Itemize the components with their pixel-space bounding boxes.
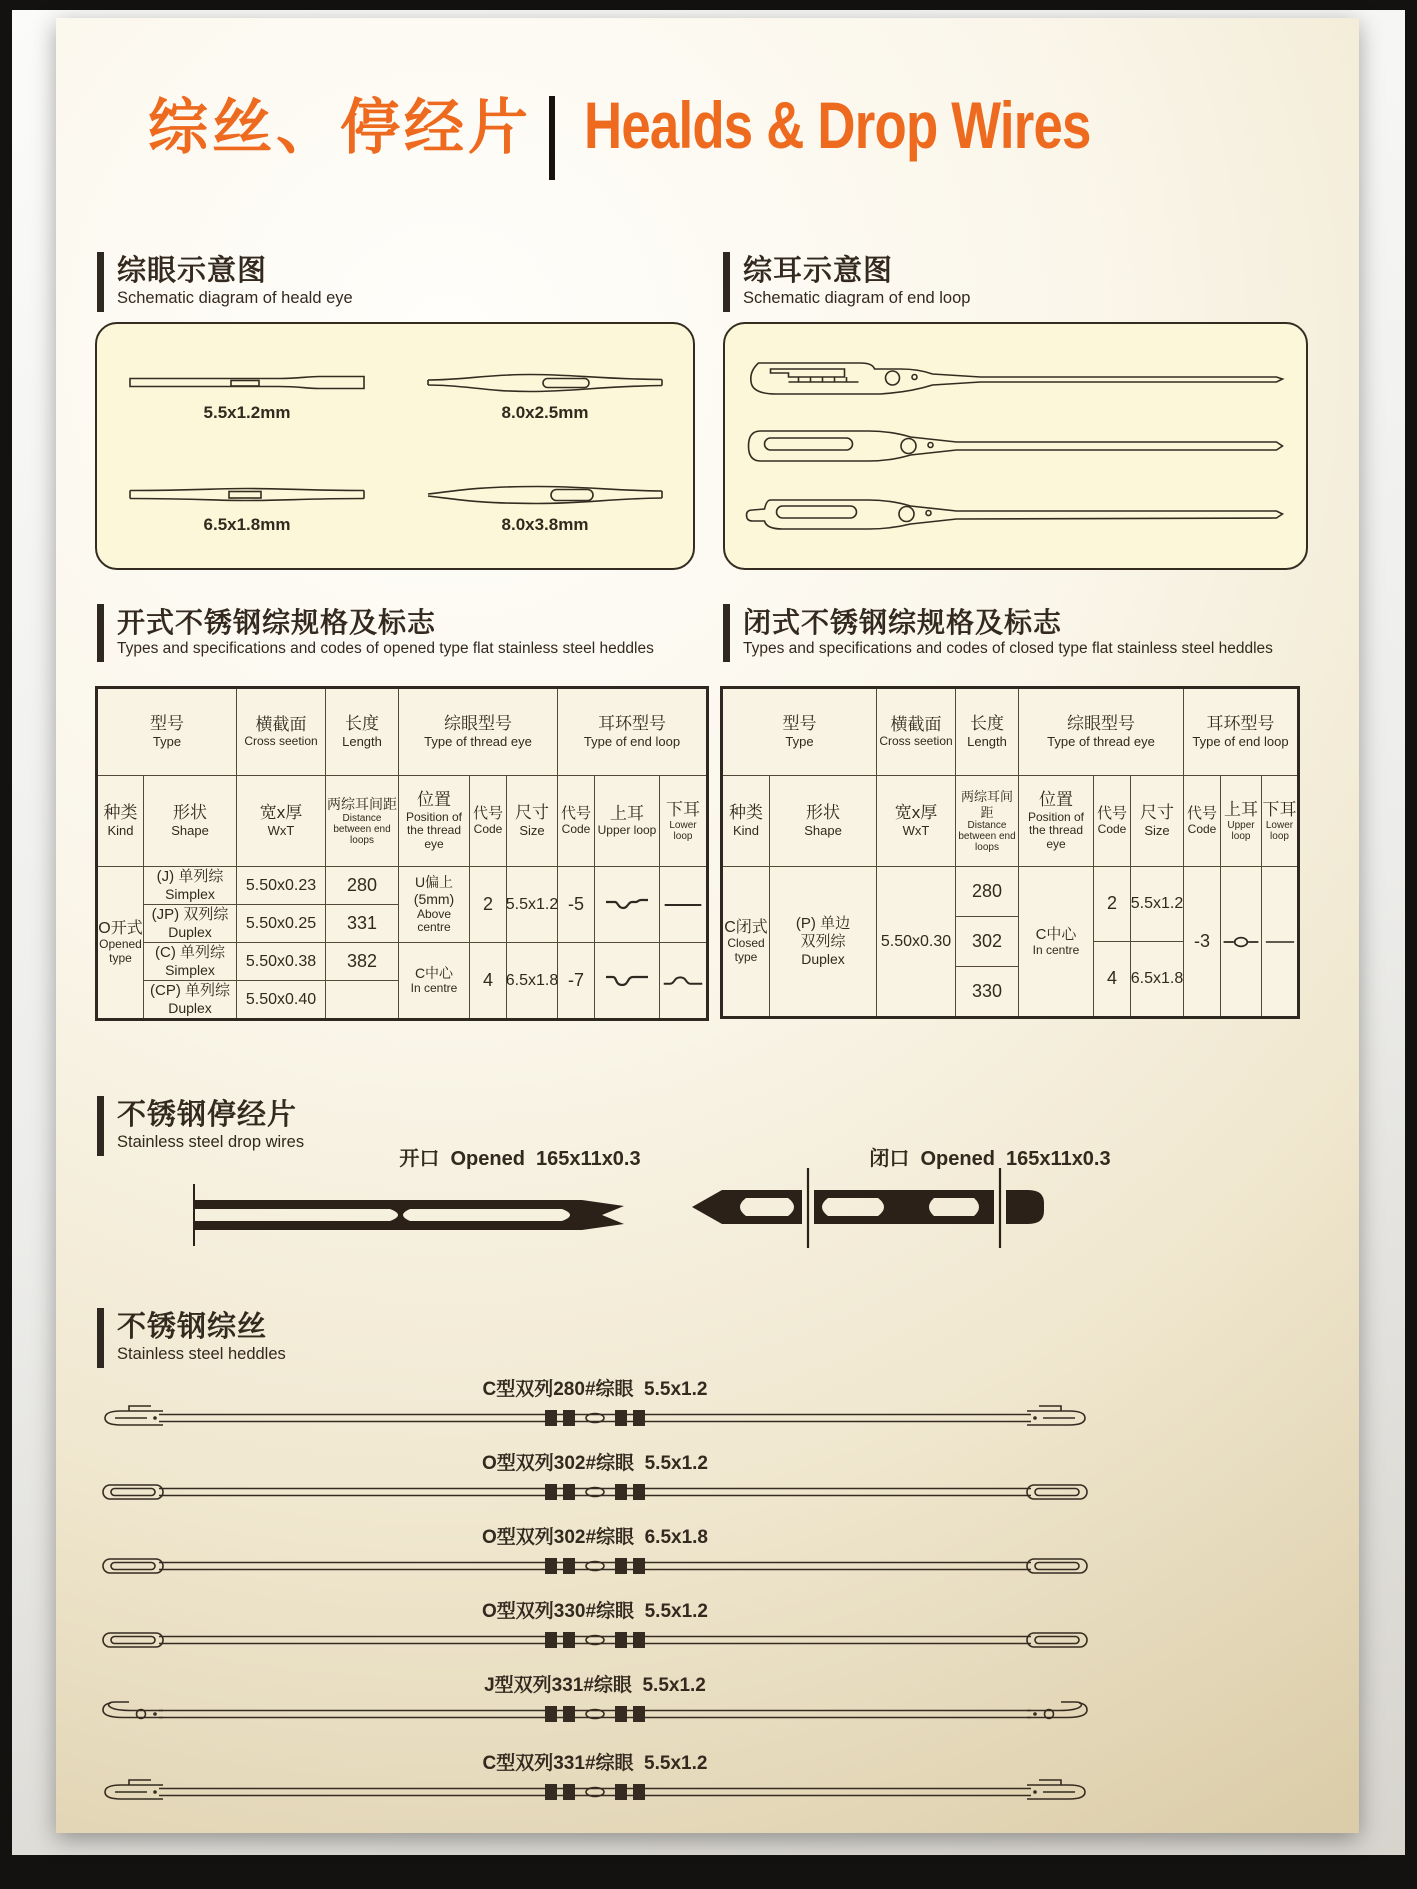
closed-drop-wire-drawing bbox=[688, 1162, 1048, 1254]
subheader-loop-code bbox=[558, 776, 594, 866]
heddle-item-c280 bbox=[95, 1374, 1095, 1433]
subheader-lower-loop bbox=[660, 776, 706, 866]
subheader-loop-code bbox=[1184, 776, 1220, 866]
subheader-distance-en2: between end loops bbox=[958, 831, 1016, 854]
subheader-kind-cn: 种类 bbox=[729, 803, 763, 822]
heddle-drawing-c-type bbox=[95, 1403, 1095, 1433]
subheader-distance-en2: between end loops bbox=[333, 823, 391, 846]
shape-cn: (JP) 双列综 bbox=[151, 906, 229, 924]
subheader-kind-en: Kind bbox=[107, 823, 134, 839]
subheader-shape-en: Shape bbox=[804, 823, 842, 839]
cell-eye-code bbox=[470, 867, 506, 942]
title-divider-bar bbox=[549, 96, 555, 180]
wxt-value: 5.50x0.25 bbox=[245, 914, 317, 932]
cell-lower-loop-symbol bbox=[1262, 867, 1297, 1016]
header-eye-cn: 综眼型号 bbox=[444, 714, 512, 733]
cell-lower-loop-symbol bbox=[660, 867, 706, 942]
cell-length bbox=[956, 917, 1018, 966]
cell-length bbox=[326, 867, 398, 904]
section-title-en: Types and specifications and codes of opened type flat stainless steel heddles bbox=[117, 640, 654, 658]
hill-icon bbox=[661, 971, 705, 991]
subheader-lower-cn: 下耳 bbox=[666, 799, 700, 819]
eye-size-value: 5.5x1.2 bbox=[505, 895, 559, 913]
subheader-size-en: Size bbox=[1144, 823, 1170, 839]
eye-size-value: 5.5x1.2 bbox=[1130, 895, 1184, 913]
opened-heddles-table bbox=[95, 686, 709, 1021]
subheader-position-en1: Position of bbox=[1027, 809, 1085, 824]
header-type-en: Type bbox=[152, 734, 182, 750]
subheader-upper-loop bbox=[595, 776, 659, 866]
heddle-item-o330 bbox=[95, 1596, 1095, 1655]
section-header-heddles bbox=[97, 1308, 286, 1368]
heddle-item-j331 bbox=[95, 1670, 1095, 1729]
heddle-drawing-c-type bbox=[95, 1777, 1095, 1807]
heddle-drawing-o-type bbox=[95, 1551, 1095, 1581]
subheader-eye-code bbox=[470, 776, 506, 866]
subheader-position-en2: the thread eye bbox=[406, 823, 462, 852]
section-header-opened-table bbox=[97, 604, 654, 662]
length-value: 280 bbox=[971, 880, 1003, 901]
heald-eye-item bbox=[97, 370, 397, 456]
section-title-cn: 综耳示意图 bbox=[743, 255, 894, 287]
heald-eye-drawing-8.0x2.5 bbox=[420, 370, 670, 396]
loop-code-value: -3 bbox=[1193, 930, 1210, 951]
kind-cn: O开式 bbox=[98, 920, 143, 938]
heald-eye-item bbox=[397, 482, 693, 568]
header-thread-eye bbox=[399, 689, 557, 775]
eye-size-value: 6.5x1.8 bbox=[1130, 970, 1184, 988]
header-eye-en: Type of thread eye bbox=[1047, 734, 1155, 750]
position-en: Above centre bbox=[416, 906, 452, 935]
subheader-lower-loop bbox=[1262, 776, 1297, 866]
closed-heddles-table bbox=[720, 686, 1300, 1019]
subheader-lower-en: Lower loop bbox=[1265, 820, 1294, 843]
header-end-loop bbox=[1184, 689, 1297, 775]
shape-en: Simplex bbox=[165, 962, 215, 979]
section-header-closed-table bbox=[723, 604, 1273, 662]
end-loop-drawing-1 bbox=[739, 356, 1287, 402]
cell-loop-code bbox=[558, 943, 594, 1018]
length-value: 280 bbox=[346, 874, 378, 895]
subheader-kind bbox=[98, 776, 143, 866]
heddle-label: J型双列331#综眼 5.5x1.2 bbox=[484, 1675, 706, 1696]
header-end-loop bbox=[558, 689, 706, 775]
subheader-position-cn: 位置 bbox=[1039, 790, 1073, 810]
section-header-heald-eye bbox=[97, 252, 353, 312]
heald-eye-panel bbox=[95, 322, 695, 570]
subheader-distance-cn: 两综耳间距 bbox=[960, 788, 1013, 820]
section-title-cn: 不锈钢综丝 bbox=[117, 1311, 268, 1343]
subheader-shape bbox=[770, 776, 876, 866]
heald-eye-item bbox=[97, 482, 397, 568]
shape-cn: (CP) 单列综 bbox=[150, 982, 230, 1000]
length-value: 302 bbox=[971, 930, 1003, 951]
cell-shape bbox=[144, 867, 236, 904]
heald-eye-drawing-6.5x1.8 bbox=[122, 482, 372, 508]
cell-eye-size bbox=[507, 943, 557, 1018]
header-cross-en: Cross seetion bbox=[879, 734, 953, 749]
header-cross-section bbox=[237, 689, 325, 775]
subheader-lower-en: Lower loop bbox=[669, 820, 697, 843]
header-type-cn: 型号 bbox=[782, 714, 817, 733]
section-header-drop-wires bbox=[97, 1096, 304, 1156]
subheader-position-en2: the thread eye bbox=[1028, 823, 1084, 852]
heald-eye-size-label: 8.0x2.5mm bbox=[501, 403, 589, 422]
shape-cn: (J) 单列综 bbox=[156, 868, 224, 886]
subheader-loop-code-en: Code bbox=[561, 822, 591, 837]
subheader-size-cn: 尺寸 bbox=[1140, 803, 1174, 822]
subheader-wxt-en: WxT bbox=[902, 823, 930, 839]
section-title-cn: 开式不锈钢综规格及标志 bbox=[117, 607, 437, 638]
cell-upper-loop-symbol bbox=[1221, 867, 1261, 1016]
wxt-value: 5.50x0.40 bbox=[245, 990, 317, 1008]
heddle-drawing-o-type bbox=[95, 1477, 1095, 1507]
end-loop-drawing-3 bbox=[739, 491, 1287, 537]
header-length-en: Length bbox=[342, 734, 382, 750]
subheader-eye-code bbox=[1094, 776, 1130, 866]
cell-wxt bbox=[237, 905, 325, 942]
cell-upper-loop-symbol bbox=[595, 867, 659, 942]
position-en: In centre bbox=[410, 981, 458, 995]
cell-eye-size bbox=[1131, 867, 1183, 941]
cell-wxt bbox=[877, 867, 955, 1016]
position-cn: U偏上 (5mm) bbox=[413, 873, 455, 907]
cell-eye-size bbox=[507, 867, 557, 942]
shape-cn: (C) 单列综 bbox=[155, 944, 225, 962]
subheader-wxt-cn: 宽x厚 bbox=[259, 803, 303, 822]
kind-en: Closed type bbox=[727, 936, 765, 965]
header-length-cn: 长度 bbox=[345, 714, 379, 733]
position-cn: C中心 bbox=[414, 965, 454, 982]
subheader-shape-cn: 形状 bbox=[806, 803, 840, 822]
section-title-cn: 不锈钢停经片 bbox=[117, 1099, 298, 1131]
page-title-chinese: 综丝、停经片 bbox=[148, 94, 532, 161]
shape-en: Duplex bbox=[168, 924, 212, 941]
header-eye-cn: 综眼型号 bbox=[1067, 714, 1135, 733]
header-loop-cn: 耳环型号 bbox=[1206, 714, 1275, 733]
closed-drop-wire-label: 闭口 Opened 165x11x0.3 bbox=[869, 1148, 1111, 1170]
section-title-en: Schematic diagram of end loop bbox=[743, 289, 971, 308]
position-en: In centre bbox=[1032, 942, 1080, 957]
eye-code-value: 2 bbox=[1106, 893, 1117, 914]
subheader-wxt-en: WxT bbox=[267, 823, 295, 839]
shape-cn1: (P) 单边 bbox=[795, 915, 851, 933]
header-type bbox=[723, 689, 876, 775]
subheader-upper-cn: 上耳 bbox=[610, 803, 644, 823]
cell-position bbox=[399, 867, 469, 942]
subheader-position-cn: 位置 bbox=[417, 790, 451, 810]
subheader-wxt bbox=[237, 776, 325, 866]
section-title-cn: 闭式不锈钢综规格及标志 bbox=[743, 607, 1063, 638]
wxt-value: 5.50x0.38 bbox=[245, 952, 317, 970]
subheader-shape bbox=[144, 776, 236, 866]
subheader-position bbox=[1019, 776, 1093, 866]
cell-lower-loop-symbol bbox=[660, 943, 706, 1018]
subheader-size-en: Size bbox=[519, 823, 545, 839]
cell-eye-size bbox=[1131, 942, 1183, 1016]
header-thread-eye bbox=[1019, 689, 1183, 775]
subheader-kind-cn: 种类 bbox=[103, 803, 138, 822]
eye-code-value: 4 bbox=[482, 969, 493, 990]
end-loop-drawing-2 bbox=[739, 423, 1287, 469]
subheader-distance-cn: 两综耳间距 bbox=[327, 796, 397, 813]
heddle-label: O型双列330#综眼 5.5x1.2 bbox=[482, 1601, 708, 1622]
header-cross-cn: 横截面 bbox=[255, 714, 307, 734]
eye-size-value: 6.5x1.8 bbox=[505, 971, 559, 989]
subheader-loop-code-cn: 代号 bbox=[1186, 805, 1217, 823]
section-title-en: Types and specifications and codes of closed type flat stainless steel heddles bbox=[743, 640, 1273, 658]
subheader-loop-code-cn: 代号 bbox=[560, 805, 591, 823]
line-circle-line-icon bbox=[1222, 932, 1260, 952]
subheader-size bbox=[1131, 776, 1183, 866]
cell-length bbox=[326, 981, 398, 1018]
opened-drop-wire-label: 开口 Opened 165x11x0.3 bbox=[399, 1148, 641, 1170]
subheader-kind-en: Kind bbox=[732, 823, 760, 839]
subheader-upper-loop bbox=[1221, 776, 1261, 866]
cell-eye-code bbox=[470, 943, 506, 1018]
subheader-kind bbox=[723, 776, 769, 866]
header-type-cn: 型号 bbox=[150, 714, 184, 733]
shape-en: Duplex bbox=[801, 951, 845, 968]
eye-code-value: 2 bbox=[482, 893, 493, 914]
deep-wave-icon bbox=[600, 971, 654, 991]
subheader-distance-en1: Distance bbox=[967, 820, 1007, 832]
subheader-position bbox=[399, 776, 469, 866]
header-type-en: Type bbox=[785, 734, 814, 750]
loop-code-value: -7 bbox=[567, 969, 584, 990]
heddle-item-o302a bbox=[95, 1448, 1095, 1507]
eye-code-value: 4 bbox=[1106, 968, 1117, 989]
position-cn: C中心 bbox=[1035, 925, 1077, 943]
header-type bbox=[98, 689, 236, 775]
heddle-label: C型双列280#综眼 5.5x1.2 bbox=[482, 1379, 708, 1400]
heddle-drawing-o-type bbox=[95, 1625, 1095, 1655]
subheader-loop-code-en: Code bbox=[1187, 822, 1217, 837]
header-cross-en: Cross seetion bbox=[244, 734, 318, 749]
heddle-label: C型双列331#综眼 5.5x1.2 bbox=[482, 1753, 708, 1774]
subheader-upper-en: Upper loop bbox=[1227, 820, 1255, 843]
header-loop-en: Type of end loop bbox=[583, 734, 681, 750]
kind-cn: C闭式 bbox=[724, 919, 768, 937]
subheader-distance-en1: Distance bbox=[342, 812, 382, 824]
flat-line-icon bbox=[661, 895, 705, 915]
subheader-shape-cn: 形状 bbox=[173, 803, 207, 822]
cell-shape bbox=[144, 905, 236, 942]
section-title-en: Schematic diagram of heald eye bbox=[117, 289, 353, 308]
header-length bbox=[956, 689, 1018, 775]
wxt-value: 5.50x0.30 bbox=[880, 932, 952, 950]
loop-code-value: -5 bbox=[567, 893, 584, 914]
heald-eye-drawing-5.5x1.2 bbox=[122, 370, 372, 396]
kind-en: Opened type bbox=[99, 937, 142, 966]
subheader-eye-code-en: Code bbox=[473, 822, 503, 837]
header-length-cn: 长度 bbox=[970, 714, 1004, 733]
cell-length bbox=[956, 867, 1018, 916]
subheader-upper-en: Upper loop bbox=[597, 823, 657, 838]
heald-eye-size-label: 8.0x3.8mm bbox=[501, 515, 589, 534]
cell-position bbox=[399, 943, 469, 1018]
shallow-wave-icon bbox=[600, 895, 654, 915]
heald-eye-drawing-8.0x3.8 bbox=[420, 482, 670, 508]
heddle-drawing-j-type bbox=[95, 1699, 1095, 1729]
subheader-distance bbox=[956, 776, 1018, 866]
header-eye-en: Type of thread eye bbox=[424, 734, 532, 750]
heddle-item-o302b bbox=[95, 1522, 1095, 1581]
subheader-shape-en: Shape bbox=[171, 823, 209, 839]
cell-loop-code bbox=[558, 867, 594, 942]
cell-eye-code bbox=[1094, 942, 1130, 1016]
length-value: 330 bbox=[971, 980, 1003, 1001]
opened-drop-wire-drawing bbox=[150, 1170, 630, 1260]
shape-en: Simplex bbox=[165, 886, 215, 903]
subheader-upper-cn: 上耳 bbox=[1224, 799, 1258, 819]
header-cross-cn: 横截面 bbox=[890, 714, 942, 734]
heald-eye-size-label: 5.5x1.2mm bbox=[203, 403, 291, 422]
subheader-eye-code-cn: 代号 bbox=[1096, 805, 1127, 823]
subheader-eye-code-en: Code bbox=[1097, 822, 1127, 837]
section-title-en: Stainless steel heddles bbox=[117, 1345, 286, 1364]
end-loop-panel bbox=[723, 322, 1308, 570]
cell-length bbox=[326, 905, 398, 942]
flat-line-icon bbox=[1263, 932, 1297, 952]
cell-loop-code bbox=[1184, 867, 1220, 1016]
cell-length bbox=[956, 967, 1018, 1016]
cell-wxt bbox=[237, 943, 325, 980]
header-cross-section bbox=[877, 689, 955, 775]
subheader-position-en1: Position of bbox=[405, 809, 463, 824]
cell-shape bbox=[144, 981, 236, 1018]
header-loop-cn: 耳环型号 bbox=[598, 714, 666, 733]
subheader-wxt bbox=[877, 776, 955, 866]
heald-eye-item bbox=[397, 370, 693, 456]
heddle-item-c331 bbox=[95, 1748, 1095, 1807]
cell-wxt bbox=[237, 981, 325, 1018]
header-length bbox=[326, 689, 398, 775]
cell-length bbox=[326, 943, 398, 980]
subheader-lower-cn: 下耳 bbox=[1262, 799, 1297, 819]
section-header-end-loop bbox=[723, 252, 970, 312]
cell-shape bbox=[770, 867, 876, 1016]
cell-kind bbox=[98, 867, 143, 1018]
length-value: 331 bbox=[346, 912, 378, 933]
section-title-en: Stainless steel drop wires bbox=[117, 1133, 305, 1152]
cell-wxt bbox=[237, 867, 325, 904]
subheader-eye-code-cn: 代号 bbox=[472, 805, 503, 823]
header-loop-en: Type of end loop bbox=[1192, 734, 1289, 750]
subheader-wxt-cn: 宽x厚 bbox=[894, 803, 938, 822]
cell-eye-code bbox=[1094, 867, 1130, 941]
heddle-label: O型双列302#综眼 5.5x1.2 bbox=[482, 1453, 708, 1474]
subheader-distance bbox=[326, 776, 398, 866]
cell-upper-loop-symbol bbox=[595, 943, 659, 1018]
section-title-cn: 综眼示意图 bbox=[117, 255, 268, 287]
wxt-value: 5.50x0.23 bbox=[245, 876, 317, 894]
subheader-size bbox=[507, 776, 557, 866]
cell-shape bbox=[144, 943, 236, 980]
heald-eye-size-label: 6.5x1.8mm bbox=[203, 515, 291, 534]
cell-position bbox=[1019, 867, 1093, 1016]
shape-en: Duplex bbox=[168, 1000, 212, 1017]
heddle-label: O型双列302#综眼 6.5x1.8 bbox=[482, 1527, 708, 1548]
header-length-en: Length bbox=[967, 734, 1007, 750]
shape-cn2: 双列综 bbox=[800, 933, 846, 951]
length-value: 382 bbox=[346, 950, 378, 971]
cell-kind bbox=[723, 867, 769, 1016]
page-title-english: Healds & Drop Wires bbox=[584, 88, 1091, 162]
subheader-size-cn: 尺寸 bbox=[515, 803, 549, 822]
